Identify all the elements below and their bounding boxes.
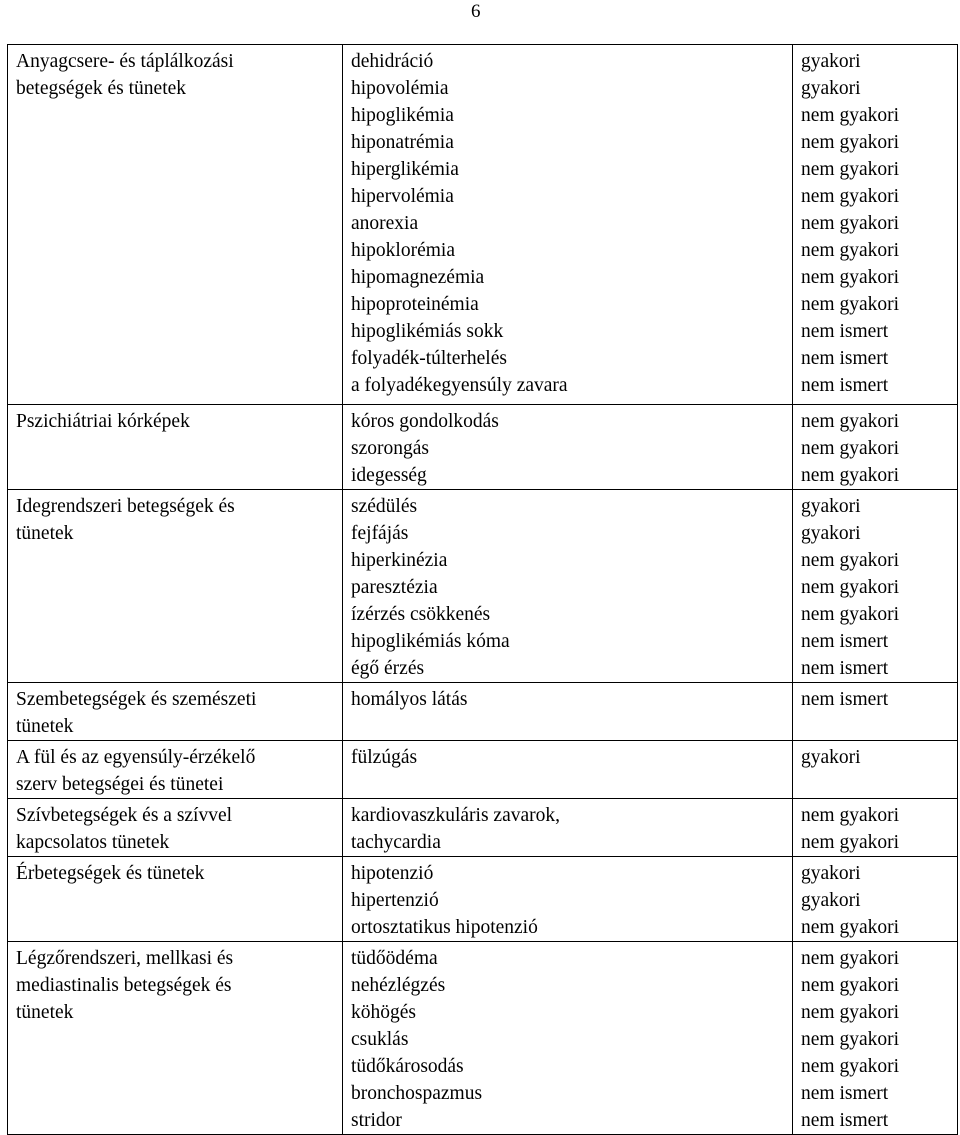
frequency-value: nem gyakori — [801, 975, 900, 996]
category-cell — [8, 490, 343, 683]
category-label: Idegrendszeri betegségek és — [16, 496, 235, 517]
frequency-value: nem gyakori — [801, 604, 900, 625]
symptom-name: paresztézia — [351, 577, 438, 598]
symptom-name: hipoglikémiás kóma — [351, 631, 510, 652]
frequency-value: nem gyakori — [801, 832, 900, 853]
frequency-value: nem ismert — [801, 348, 889, 369]
frequency-value: nem gyakori — [801, 805, 900, 826]
frequency-value: nem gyakori — [801, 294, 900, 315]
symptom-cell — [343, 45, 793, 405]
frequency-cell — [793, 857, 958, 942]
symptom-name: tüdőödéma — [351, 948, 438, 969]
symptom-name: szorongás — [351, 438, 429, 459]
frequency-cell — [793, 490, 958, 683]
frequency-cell — [793, 683, 958, 741]
symptom-name: fülzúgás — [351, 747, 418, 768]
frequency-value: nem gyakori — [801, 105, 900, 126]
frequency-value: gyakori — [801, 523, 861, 544]
category-cell — [8, 799, 343, 857]
category-label: Érbetegségek és tünetek — [16, 863, 205, 884]
category-cell — [8, 683, 343, 741]
frequency-value: nem gyakori — [801, 132, 900, 153]
frequency-value: nem gyakori — [801, 550, 900, 571]
symptom-name: hipoglikémiás sokk — [351, 321, 504, 342]
category-label: Anyagcsere- és táplálkozási — [16, 51, 234, 72]
symptom-name: köhögés — [351, 1002, 416, 1023]
category-label: Szívbetegségek és a szívvel — [16, 805, 233, 826]
frequency-value: gyakori — [801, 747, 861, 768]
symptom-cell — [343, 942, 793, 1135]
symptom-cell — [343, 857, 793, 942]
symptom-name: hiponatrémia — [351, 132, 454, 153]
frequency-value: nem gyakori — [801, 1056, 900, 1077]
category-cell — [8, 741, 343, 799]
frequency-value: gyakori — [801, 890, 861, 911]
category-label: Szembetegségek és szemészeti — [16, 689, 257, 710]
category-label: Légzőrendszeri, mellkasi és — [16, 948, 234, 969]
table-row — [8, 857, 958, 942]
frequency-value: nem gyakori — [801, 917, 900, 938]
symptom-name: stridor — [351, 1110, 402, 1131]
symptom-name: tüdőkárosodás — [351, 1056, 464, 1077]
category-cell — [8, 45, 343, 405]
symptom-name: dehidráció — [351, 51, 434, 72]
category-label: Pszichiátriai kórképek — [16, 411, 190, 432]
table-row — [8, 45, 958, 405]
frequency-value: nem ismert — [801, 321, 889, 342]
frequency-cell — [793, 799, 958, 857]
symptom-name: égő érzés — [351, 658, 425, 679]
symptom-name: ízérzés csökkenés — [351, 604, 491, 625]
frequency-value: nem gyakori — [801, 1002, 900, 1023]
frequency-value: gyakori — [801, 78, 861, 99]
category-label: betegségek és tünetek — [16, 78, 187, 99]
symptom-name: bronchospazmus — [351, 1083, 483, 1104]
table-row — [8, 741, 958, 799]
symptom-name: kardiovaszkuláris zavarok, — [351, 805, 560, 826]
frequency-value: nem gyakori — [801, 1029, 900, 1050]
frequency-value: nem gyakori — [801, 159, 900, 180]
frequency-value: nem ismert — [801, 1083, 889, 1104]
symptom-name: folyadék-túlterhelés — [351, 348, 507, 369]
category-label: tünetek — [16, 1002, 74, 1023]
symptom-name: tachycardia — [351, 832, 441, 853]
frequency-cell — [793, 405, 958, 490]
frequency-value: nem gyakori — [801, 186, 900, 207]
symptom-name: homályos látás — [351, 689, 468, 710]
symptom-name: csuklás — [351, 1029, 409, 1050]
symptom-cell — [343, 683, 793, 741]
symptom-name: hiperkinézia — [351, 550, 448, 571]
frequency-value: nem ismert — [801, 1110, 889, 1131]
symptom-name: hipovolémia — [351, 78, 449, 99]
symptom-cell — [343, 799, 793, 857]
symptom-name: hipotenzió — [351, 863, 434, 884]
table-row — [8, 683, 958, 741]
category-label: mediastinalis betegségek és — [16, 975, 232, 996]
frequency-value: nem ismert — [801, 689, 889, 710]
frequency-value: nem gyakori — [801, 213, 900, 234]
frequency-value: gyakori — [801, 496, 861, 517]
symptom-name: hipoglikémia — [351, 105, 454, 126]
category-label: A fül és az egyensúly-érzékelő — [16, 747, 256, 768]
frequency-value: nem gyakori — [801, 948, 900, 969]
category-cell — [8, 405, 343, 490]
category-label: tünetek — [16, 523, 74, 544]
symptom-cell — [343, 741, 793, 799]
frequency-value: nem gyakori — [801, 438, 900, 459]
frequency-value: nem ismert — [801, 631, 889, 652]
category-cell — [8, 942, 343, 1135]
table-body — [8, 45, 958, 1135]
symptom-name: nehézlégzés — [351, 975, 446, 996]
category-label: tünetek — [16, 716, 74, 737]
frequency-value: nem ismert — [801, 658, 889, 679]
symptom-name: anorexia — [351, 213, 419, 234]
category-cell — [8, 857, 343, 942]
page-number: 6 — [471, 1, 481, 22]
frequency-cell — [793, 45, 958, 405]
symptom-name: hipoproteinémia — [351, 294, 479, 315]
symptom-name: hipoklorémia — [351, 240, 455, 261]
category-label: szerv betegségei és tünetei — [16, 774, 224, 795]
frequency-value: nem gyakori — [801, 577, 900, 598]
table-row — [8, 405, 958, 490]
frequency-cell — [793, 942, 958, 1135]
symptom-name: fejfájás — [351, 523, 409, 544]
symptom-name: kóros gondolkodás — [351, 411, 499, 432]
symptom-cell — [343, 490, 793, 683]
symptom-cell — [343, 405, 793, 490]
frequency-value: gyakori — [801, 863, 861, 884]
symptom-name: hipertenzió — [351, 890, 439, 911]
table-row — [8, 942, 958, 1135]
table-row — [8, 490, 958, 683]
symptom-name: hipomagnezémia — [351, 267, 485, 288]
frequency-value: nem gyakori — [801, 411, 900, 432]
symptom-name: szédülés — [351, 496, 418, 517]
frequency-value: nem ismert — [801, 375, 889, 396]
symptom-name: idegesség — [351, 465, 427, 486]
symptom-name: a folyadékegyensúly zavara — [351, 375, 568, 396]
frequency-value: nem gyakori — [801, 465, 900, 486]
frequency-value: nem gyakori — [801, 267, 900, 288]
symptom-name: hiperglikémia — [351, 159, 459, 180]
frequency-cell — [793, 741, 958, 799]
table-row — [8, 799, 958, 857]
symptom-name: ortosztatikus hipotenzió — [351, 917, 538, 938]
symptom-name: hipervolémia — [351, 186, 454, 207]
adverse-effects-table — [7, 44, 958, 1135]
frequency-value: nem gyakori — [801, 240, 900, 261]
frequency-value: gyakori — [801, 51, 861, 72]
category-label: kapcsolatos tünetek — [16, 832, 170, 853]
